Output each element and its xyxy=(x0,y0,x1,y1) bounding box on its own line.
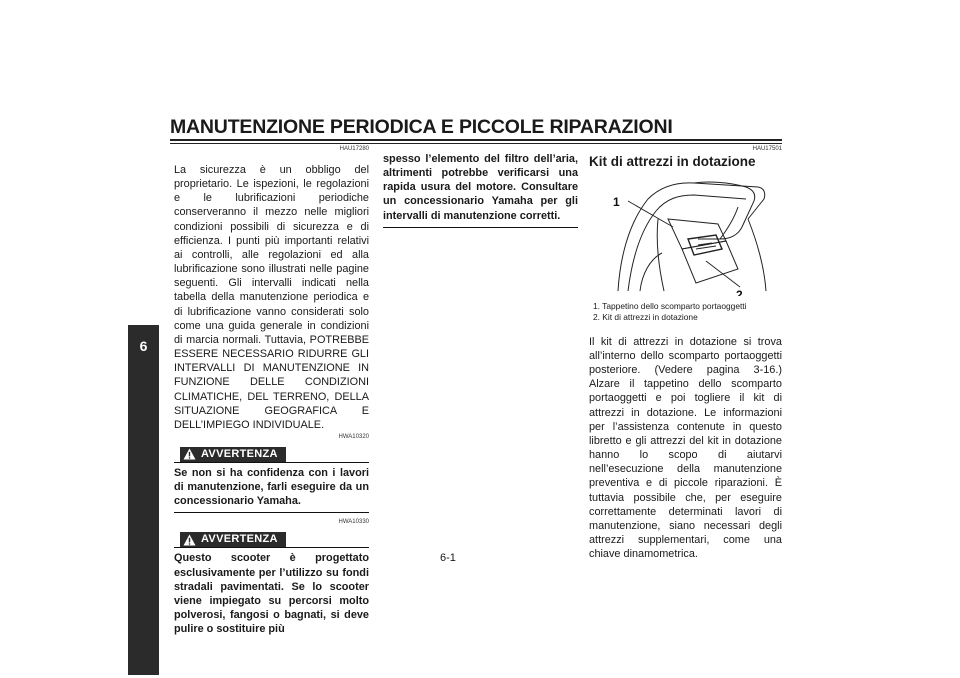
column-middle xyxy=(383,152,578,228)
figure-caption-1: 1. Tappetino dello scomparto portaoggetti xyxy=(593,301,747,311)
warning-triangle-icon xyxy=(183,448,196,460)
warning-label: AVVERTENZA xyxy=(201,533,278,546)
toolkit-paragraph: Il kit di attrezzi in dotazione si trova all’interno dello scomparto portaoggetti posteriore. (Vedere pagina 3-16.) Alzare il tappetino dello scomparto portaoggetti e poi togliere il kit di attrezzi in dotazione. Le informazioni per l’assistenza contenute in questo libretto e gli attrezzi del kit in dotazione hanno lo scopo di aiutarvi nell’esecuzione della manutenzione preventiva e di piccole riparazioni. È tuttavia possibile che, per eseguire correttamente determinati lavori di manutenzione, siano necessari degli attrezzi supplementari, come una chiave dinamometrica. xyxy=(589,335,782,561)
warning-header xyxy=(174,447,369,463)
warning-end-rule xyxy=(174,512,369,513)
warning-code: HWA10320 xyxy=(338,433,369,440)
chapter-tab xyxy=(128,325,159,675)
warning-text: Questo scooter è progettato esclusivamente per l’utilizzo su fondi stradali pavimentati. Se lo scooter viene impiegato su percorsi molto polverosi, fangosi o bagnati, si deve pulire o sostituire più xyxy=(174,552,369,636)
intro-paragraph: La sicurezza è un obbligo del proprietario. Le ispezioni, le regolazioni e le lubrificazioni periodiche conserveranno il mezzo nelle migliori condizioni possibili di sicurezza e di efficienza. I punti più importanti relativi ai controlli, alle regolazioni ed alla lubrificazione sono illustrati nelle pagine seguenti. Gli intervalli indicati nella tabella della manutenzione periodica e di lubrificazione vanno considerati solo come una guida generale in condizioni di marcia normali. Tuttavia, POTREBBE ESSERE NECESSARIO RIDURRE GLI INTERVALLI DI MANUTENZIONE IN FUNZIONE DELLE CONDIZIONI CLIMATICHE, DEL TERRENO, DELLA SITUAZIONE GEOGRAFICA E DELL’IMPIEGO INDIVIDUALE. xyxy=(174,164,369,431)
warning-end-rule xyxy=(383,227,578,228)
figure-callout-1: 1 xyxy=(613,195,620,209)
section-code: HAU17501 xyxy=(752,146,782,152)
column-left xyxy=(174,146,369,636)
warning-badge xyxy=(180,447,286,462)
section-code: HAU17280 xyxy=(339,146,369,152)
warning-code: HWA10330 xyxy=(338,519,369,526)
warning-header xyxy=(174,532,369,548)
page-title: MANUTENZIONE PERIODICA E PICCOLE RIPARAZIONI xyxy=(170,116,673,138)
figure-caption-2: 2. Kit di attrezzi in dotazione xyxy=(593,312,698,323)
warning-continuation: spesso l’elemento del filtro dell’aria, altrimenti potrebbe verificarsi una rapida usura del motore. Consultare un concessionario Yamaha per gli intervalli di manutenzione corretti. xyxy=(383,153,578,222)
column-right xyxy=(589,146,782,561)
warning-label: AVVERTENZA xyxy=(201,447,278,460)
warning-triangle-icon xyxy=(183,534,196,546)
scooter-storage-illustration xyxy=(598,179,768,296)
warning-badge xyxy=(180,532,286,547)
page-number: 6-1 xyxy=(440,552,456,564)
section-title: Kit di attrezzi in dotazione xyxy=(589,154,756,169)
header-rule-thin xyxy=(170,143,782,144)
warning-text: Se non si ha confidenza con i lavori di manutenzione, farli eseguire da un concessionario Yamaha. xyxy=(174,466,369,508)
chapter-number: 6 xyxy=(139,338,148,354)
toolkit-figure xyxy=(598,179,768,296)
figure-callout-2: 2 xyxy=(736,288,743,296)
header-rule xyxy=(170,139,782,141)
